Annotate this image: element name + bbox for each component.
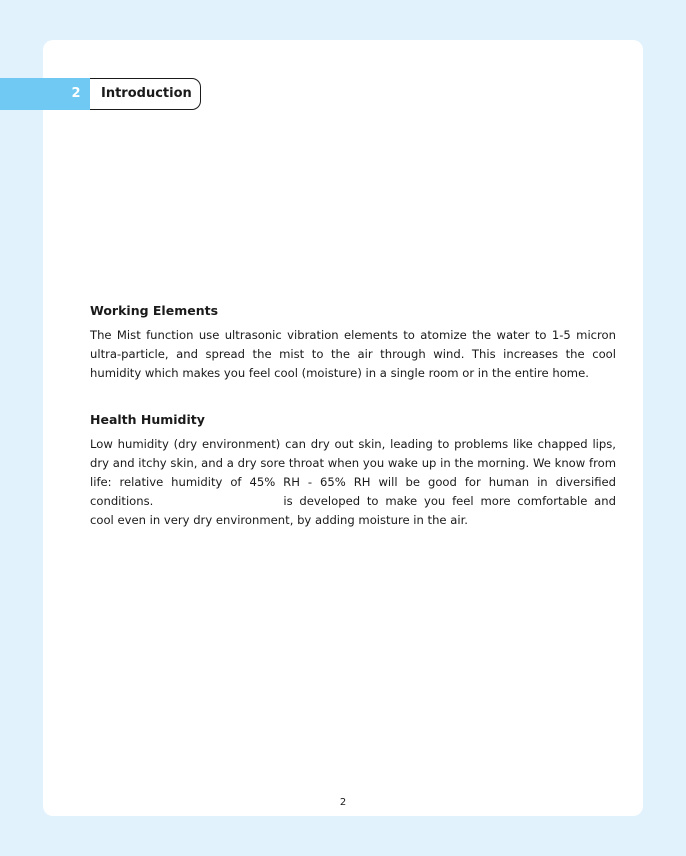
health-humidity-body-part1: Low humidity (dry environment) can dry out skin, leading to problems like chapped lips, dry and itchy skin, and a dry sore throat when you wake up in the morning. We know from life: relative humidity of 45% RH - 65% RH will be good for human in diversified conditions. <box>90 437 616 508</box>
health-humidity-body-part2: is developed to make you feel more comfortable and cool even in very dry environment, by adding moisture in the air. <box>90 494 616 527</box>
health-humidity-section <box>90 411 616 530</box>
section-tab <box>0 78 202 110</box>
health-humidity-heading: Health Humidity <box>90 412 205 427</box>
section-number: 2 <box>71 86 81 101</box>
working-elements-heading: Working Elements <box>90 303 219 318</box>
section-title-box <box>90 78 201 110</box>
page-number: 2 <box>339 797 347 808</box>
working-elements-section <box>90 302 616 383</box>
health-humidity-body <box>90 435 616 530</box>
working-elements-body: The Mist function use ultrasonic vibration elements to atomize the water to 1-5 micron ultra-particle, and spread the mist to the air through wind. This increases the cool humidity which makes you feel cool (moisture) in a single room or in the entire home. <box>90 328 616 380</box>
section-title: Introduction <box>101 86 192 101</box>
